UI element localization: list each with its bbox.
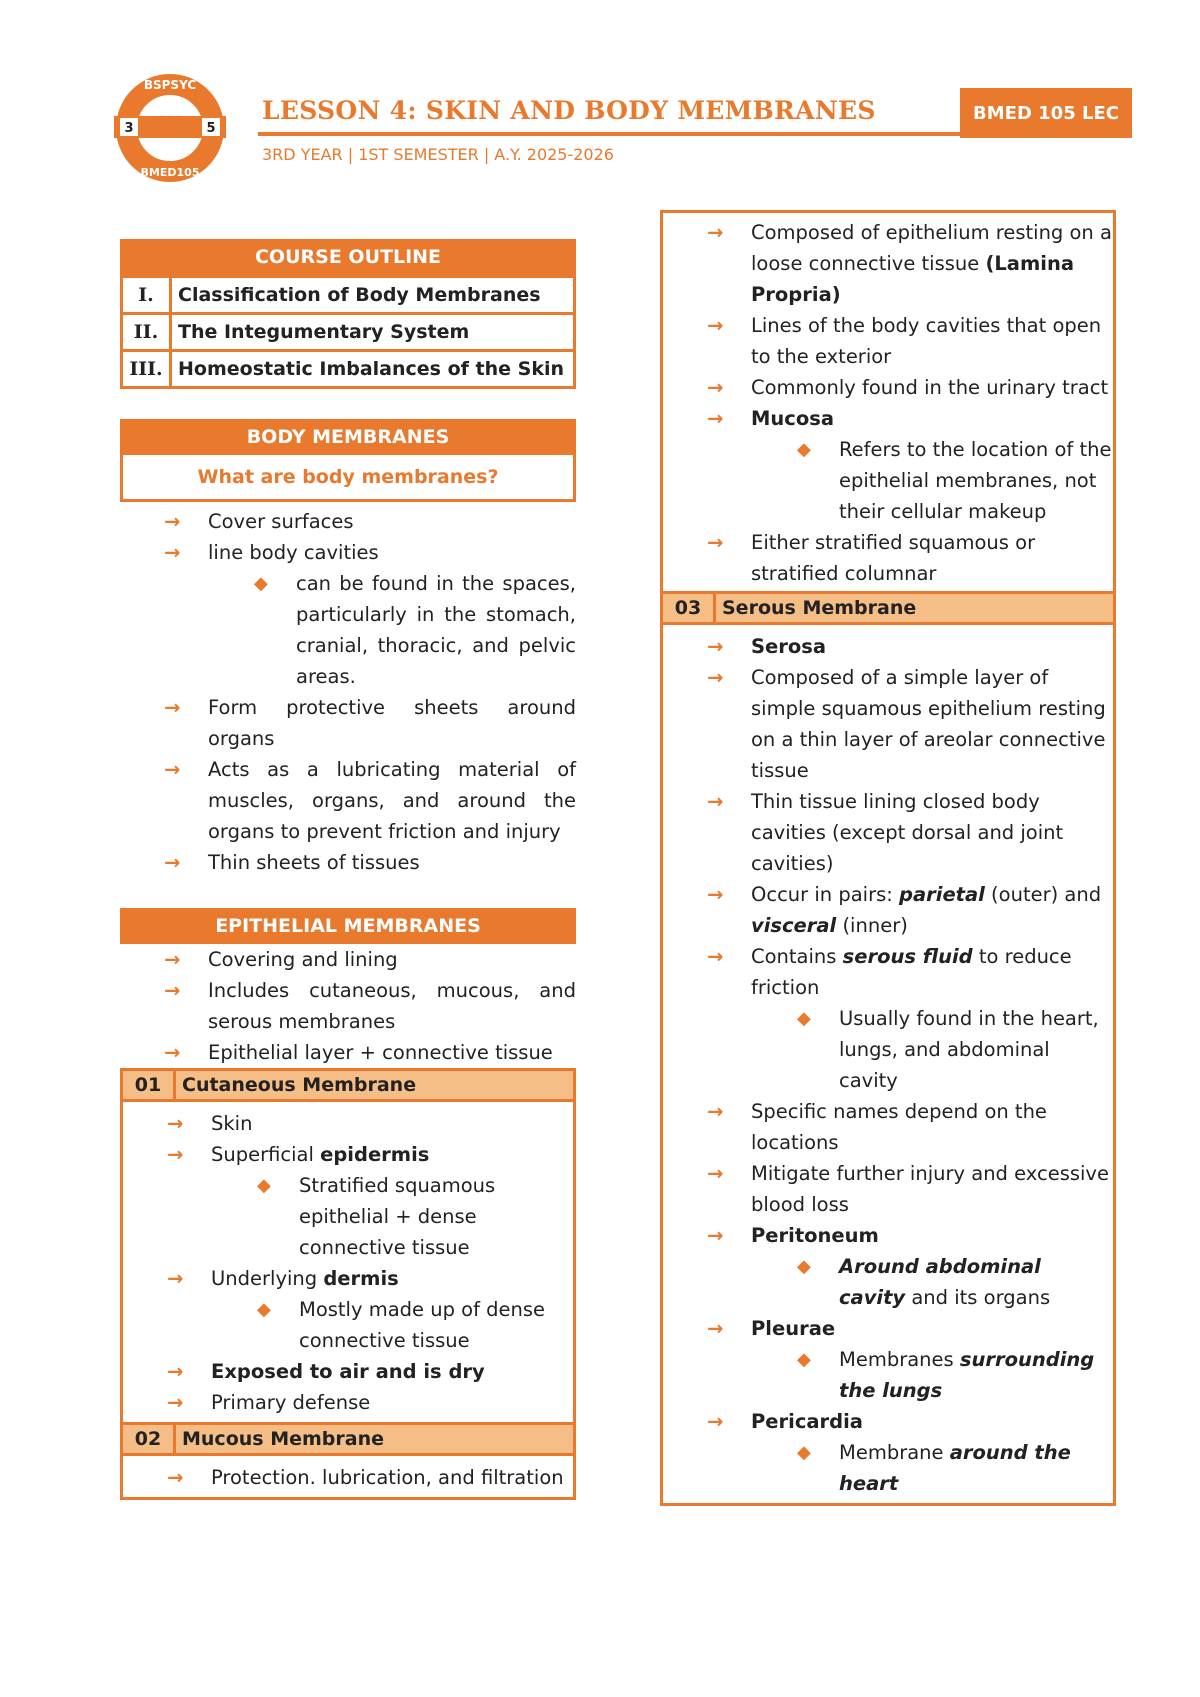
diamond-icon: ◆ (254, 573, 268, 594)
logo-right-number: 5 (206, 121, 216, 136)
list-item: → Includes cutaneous, mucous, and serous membranes (120, 975, 576, 1037)
arrow-right-icon: → (707, 407, 724, 430)
arrow-right-icon: → (707, 376, 724, 399)
logo-top-text: BSPSYC (143, 78, 197, 92)
outline-text: The Integumentary System (171, 314, 575, 351)
sub-list-item: ◆ Membranes surrounding the lungs (663, 1344, 1113, 1406)
body-membranes-header: BODY MEMBRANES (120, 419, 576, 455)
left-column (120, 239, 576, 1500)
section-title: Cutaneous Membrane (182, 1074, 417, 1096)
list-item: → Composed of epithelium resting on a loose connective tissue (Lamina Propria) (663, 217, 1113, 310)
section-title: Mucous Membrane (182, 1428, 384, 1450)
outline-row (122, 351, 575, 388)
list-item: → Peritoneum (663, 1220, 1113, 1251)
sub-list-item: ◆ Membrane around the heart (663, 1437, 1113, 1499)
course-outline-table (120, 275, 576, 389)
sub-list-item: ◆ Around abdominal cavity and its organs (663, 1251, 1113, 1313)
course-logo (114, 72, 226, 184)
arrow-right-icon: → (164, 948, 181, 971)
list-item: → Acts as a lubricating material of muscles, organs, and around the organs to prevent friction and injury (120, 754, 576, 847)
logo-bottom-text: BMED105 (140, 166, 200, 179)
section-serous-header (660, 591, 1116, 625)
right-column (660, 210, 1116, 1506)
list-item: → Specific names depend on the locations (663, 1096, 1113, 1158)
course-code-badge: BMED 105 LEC (960, 88, 1132, 138)
arrow-right-icon: → (164, 851, 181, 874)
arrow-right-icon: → (707, 314, 724, 337)
epithelial-membranes-header: EPITHELIAL MEMBRANES (120, 908, 576, 944)
title-divider (258, 132, 960, 136)
list-item: → Exposed to air and is dry (123, 1356, 573, 1387)
sub-list-item: ◆ Mostly made up of dense connective tissue (123, 1294, 573, 1356)
arrow-right-icon: → (707, 945, 724, 968)
outline-num: I. (122, 277, 171, 314)
list-item: → Pericardia (663, 1406, 1113, 1437)
lesson-subtitle: 3RD YEAR | 1ST SEMESTER | A.Y. 2025-2026 (262, 145, 614, 164)
list-item: → Contains serous fluid to reduce friction (663, 941, 1113, 1003)
arrow-right-icon: → (707, 635, 724, 658)
body-membranes-question: What are body membranes? (120, 455, 576, 502)
list-item: → Thin sheets of tissues (120, 847, 576, 878)
list-item: → Thin tissue lining closed body cavities (except dorsal and joint cavities) (663, 786, 1113, 879)
arrow-right-icon: → (167, 1112, 184, 1135)
mucous-box-part1 (120, 1456, 576, 1500)
list-item: → Commonly found in the urinary tract (663, 372, 1113, 403)
mucous-box-part2 (660, 210, 1116, 591)
arrow-right-icon: → (707, 1100, 724, 1123)
list-item: → Covering and lining (120, 944, 576, 975)
list-item: → Epithelial layer + connective tissue (120, 1037, 576, 1068)
section-title: Serous Membrane (722, 597, 917, 619)
list-item: → Protection. lubrication, and filtration (123, 1462, 573, 1493)
section-number: 01 (123, 1071, 176, 1099)
section-number: 02 (123, 1425, 176, 1453)
arrow-right-icon: → (164, 696, 181, 719)
arrow-right-icon: → (164, 541, 181, 564)
sub-list-item: ◆ Refers to the location of the epithelial membranes, not their cellular makeup (663, 434, 1113, 527)
list-item: → Pleurae (663, 1313, 1113, 1344)
diamond-icon: ◆ (797, 1256, 811, 1277)
arrow-right-icon: → (167, 1391, 184, 1414)
outline-num: III. (122, 351, 171, 388)
list-item: → Either stratified squamous or stratified columnar (663, 527, 1113, 589)
section-mucous-header (120, 1425, 576, 1456)
diamond-icon: ◆ (257, 1299, 271, 1320)
sub-list-item: ◆ can be found in the spaces, particularly in the stomach, cranial, thoracic, and pelvic areas. (120, 568, 576, 692)
outline-num: II. (122, 314, 171, 351)
arrow-right-icon: → (707, 1162, 724, 1185)
list-item: → Underlying dermis (123, 1263, 573, 1294)
diamond-icon: ◆ (257, 1175, 271, 1196)
arrow-right-icon: → (167, 1466, 184, 1489)
course-outline-header: COURSE OUTLINE (120, 239, 576, 275)
psi-symbol: Ψ (158, 111, 182, 146)
cutaneous-box (120, 1102, 576, 1425)
section-number: 03 (663, 594, 716, 622)
list-item: → Composed of a simple layer of simple squamous epithelium resting on a thin layer of areolar connective tissue (663, 662, 1113, 786)
logo-left-number: 3 (124, 121, 134, 136)
diamond-icon: ◆ (797, 1442, 811, 1463)
arrow-right-icon: → (707, 1317, 724, 1340)
list-item: → Mucosa (663, 403, 1113, 434)
section-cutaneous-header (120, 1068, 576, 1102)
arrow-right-icon: → (707, 531, 724, 554)
list-item: → line body cavities (120, 537, 576, 568)
arrow-right-icon: → (164, 979, 181, 1002)
arrow-right-icon: → (707, 883, 724, 906)
arrow-right-icon: → (167, 1143, 184, 1166)
outline-text: Classification of Body Membranes (171, 277, 575, 314)
arrow-right-icon: → (707, 790, 724, 813)
outline-text: Homeostatic Imbalances of the Skin (171, 351, 575, 388)
outline-row (122, 277, 575, 314)
arrow-right-icon: → (167, 1267, 184, 1290)
list-item: → Skin (123, 1108, 573, 1139)
sub-list-item: ◆ Stratified squamous epithelial + dense connective tissue (123, 1170, 573, 1263)
list-item: → Lines of the body cavities that open to the exterior (663, 310, 1113, 372)
arrow-right-icon: → (707, 666, 724, 689)
list-item: → Occur in pairs: parietal (outer) and visceral (inner) (663, 879, 1113, 941)
arrow-right-icon: → (167, 1360, 184, 1383)
list-item: → Primary defense (123, 1387, 573, 1418)
serous-box (660, 625, 1116, 1506)
diamond-icon: ◆ (797, 1008, 811, 1029)
list-item: → Superficial epidermis (123, 1139, 573, 1170)
list-item: → Form protective sheets around organs (120, 692, 576, 754)
arrow-right-icon: → (707, 1224, 724, 1247)
arrow-right-icon: → (164, 1041, 181, 1064)
list-item: → Serosa (663, 631, 1113, 662)
diamond-icon: ◆ (797, 1349, 811, 1370)
arrow-right-icon: → (164, 758, 181, 781)
diamond-icon: ◆ (797, 439, 811, 460)
sub-list-item: ◆ Usually found in the heart, lungs, and abdominal cavity (663, 1003, 1113, 1096)
arrow-right-icon: → (707, 221, 724, 244)
lesson-title: LESSON 4: SKIN AND BODY MEMBRANES (262, 96, 876, 125)
arrow-right-icon: → (164, 510, 181, 533)
list-item: → Mitigate further injury and excessive blood loss (663, 1158, 1113, 1220)
arrow-right-icon: → (707, 1410, 724, 1433)
outline-row (122, 314, 575, 351)
list-item: → Cover surfaces (120, 506, 576, 537)
